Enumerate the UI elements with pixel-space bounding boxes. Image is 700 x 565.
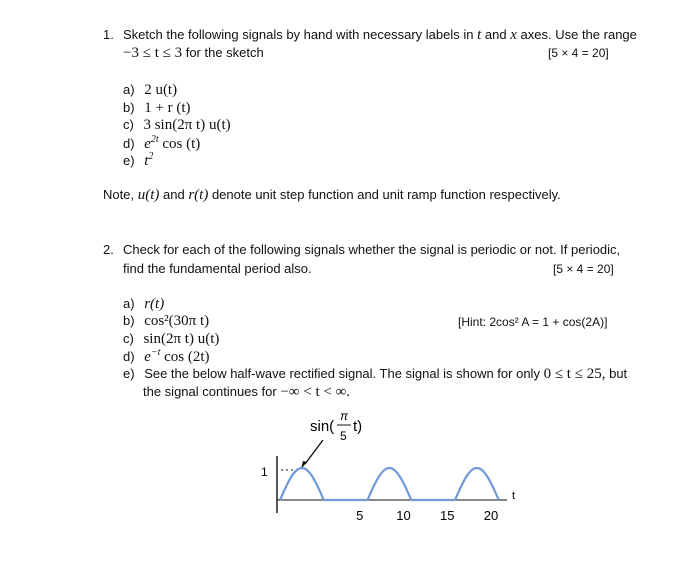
q1-line2-end: for the sketch (185, 45, 264, 60)
signal-arch-3 (455, 468, 499, 500)
q2-part-rest: cos (2t) (160, 349, 210, 365)
q1-part-expr: 1 + r (t) (144, 100, 191, 116)
q2-part-label: a) (123, 296, 135, 311)
q2-line2: find the fundamental period also. (123, 261, 312, 276)
q2-part-label: b) (123, 313, 135, 328)
q2-e-line2-text: the signal continues for (143, 384, 277, 399)
q1-note-r: r(t) (188, 187, 209, 203)
q1-note-and: and (163, 187, 185, 202)
q1-var-x: x (510, 27, 517, 43)
q1-part-rest: cos (t) (158, 136, 201, 152)
q2-hint: [Hint: 2cos² A = 1 + cos(2A)] (458, 315, 608, 329)
q1-part-label: b) (123, 100, 135, 115)
q2-part-expr: r(t) (144, 296, 165, 312)
q2-part-base: e (144, 349, 151, 365)
q2-number: 2. (103, 242, 114, 257)
x-tick-label: 5 (356, 508, 364, 523)
q1-part-base: e (144, 136, 151, 152)
q1-part-label: c) (123, 117, 134, 132)
q2-part-label: e) (123, 366, 135, 381)
annotation-tail: t) (353, 418, 363, 435)
q1-note-prefix: Note, (103, 187, 135, 202)
q2-e-line1: See the below half-wave rectified signal. The signal is shown for only (144, 366, 540, 381)
x-tick-label: 10 (396, 508, 411, 523)
q1-part-label: a) (123, 82, 135, 97)
q1-part-expr: 2 u(t) (144, 82, 178, 98)
q2-part-sup: −t (150, 347, 161, 358)
q1-number: 1. (103, 27, 114, 42)
q1-part-sup: 2t (150, 134, 159, 145)
q1-range: −3 ≤ t ≤ 3 (123, 45, 183, 61)
q1-part-expr: 3 sin(2π t) u(t) (143, 117, 231, 133)
q2-part-label: d) (123, 349, 135, 364)
x-tick-label: 15 (440, 508, 455, 523)
q1-note-u: u(t) (137, 187, 160, 203)
q2-e-range: 0 ≤ t ≤ 25, (543, 366, 606, 382)
annotation-func: sin( (310, 418, 335, 435)
q1-note-rest: denote unit step function and unit ramp function respectively. (211, 187, 561, 202)
q2-part-expr: cos²(30π t) (144, 313, 210, 329)
q1-line1-text: Sketch the following signals by hand with necessary labels in (123, 27, 474, 42)
q1-marks: [5 × 4 = 20] (548, 46, 609, 60)
q2-e-but: but (609, 366, 628, 381)
x-tick-label: 20 (483, 508, 499, 523)
q1-line1-end: axes. Use the range (520, 27, 637, 42)
signal-series (280, 468, 499, 500)
q2-e-range2: −∞ < t < ∞. (280, 384, 351, 400)
x-axis-label: t (512, 490, 516, 502)
q1-part-label: d) (123, 136, 135, 151)
q1-part-sup: 2 (148, 151, 154, 162)
q1-part-base: t (144, 153, 149, 169)
annotation-den: 5 (340, 429, 347, 443)
q2-part-label: c) (123, 331, 134, 346)
annotation-arrow (301, 440, 323, 469)
q1-and: and (484, 27, 507, 42)
function-annotation (310, 409, 362, 443)
annotation-num: π (340, 409, 349, 423)
signal-arch-1 (280, 468, 324, 500)
q2-marks: [5 × 4 = 20] (553, 262, 614, 276)
q1-part-label: e) (123, 153, 135, 168)
q2-line1: Check for each of the following signals whether the signal is periodic or not. If periodic, (123, 242, 621, 257)
x-tick-labels (356, 508, 498, 523)
q1-var-t: t (477, 27, 482, 43)
y-tick-label: 1 (261, 465, 268, 479)
q2-part-expr: sin(2π t) u(t) (143, 331, 220, 347)
signal-arch-2 (368, 468, 412, 500)
